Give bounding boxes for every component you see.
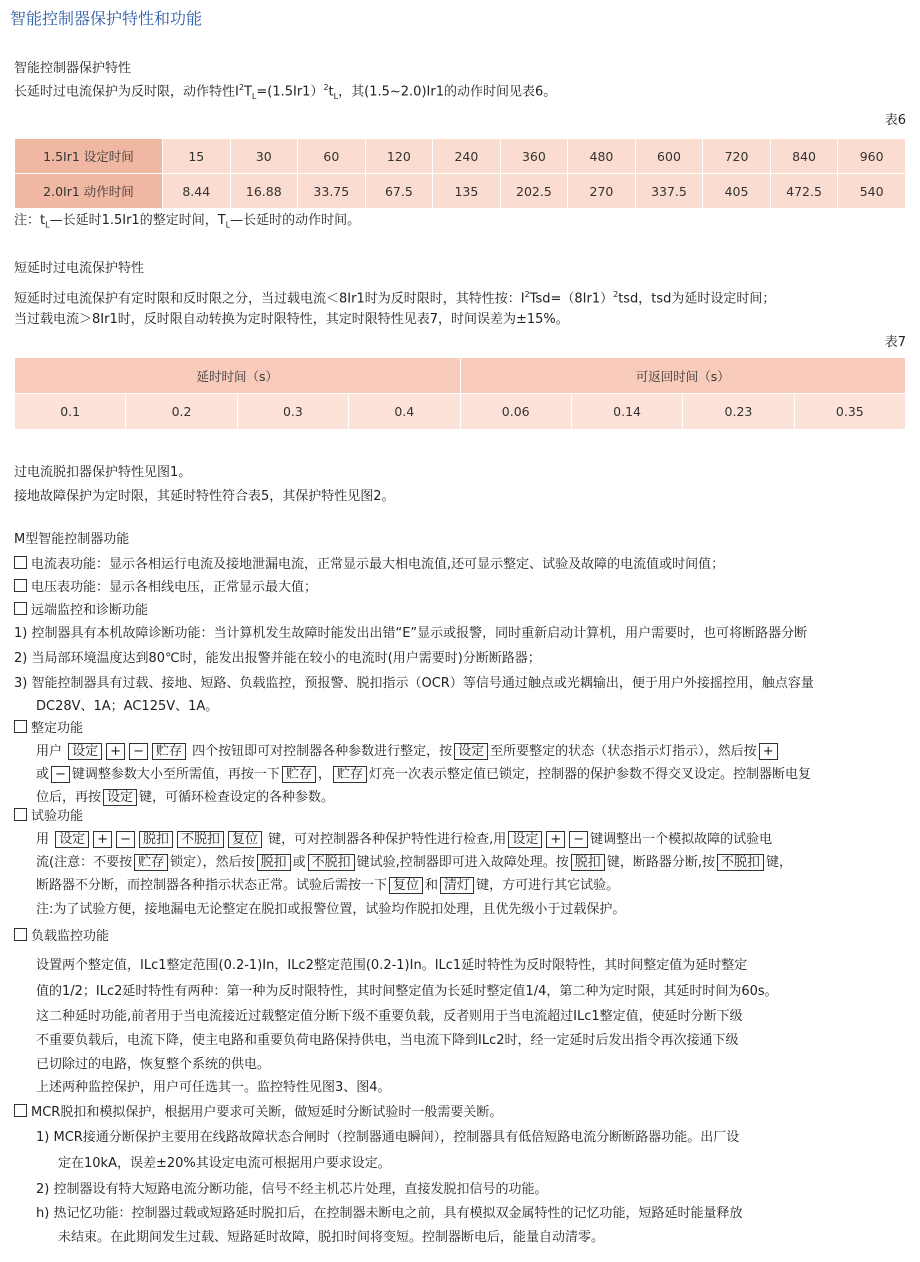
item-remote: [14, 602, 148, 620]
text: 至所要整定的状态（状态指示灯指示），然后按: [490, 744, 757, 759]
table-cell: 360: [500, 139, 568, 174]
setting-line-1: [36, 743, 780, 761]
text: 锁定），然后按: [170, 855, 255, 870]
overcurrent-note: 过电流脱扣器保护特性见图1。: [14, 465, 192, 480]
text: 流(注意：不要按: [36, 855, 133, 870]
table-row: [15, 358, 906, 394]
table-cell: 720: [703, 139, 771, 174]
checkbox-icon: [14, 720, 27, 733]
setting-line-2: [36, 766, 811, 784]
text: 键调整出一个模拟故障的试验电: [590, 832, 773, 847]
key-set: 设定: [68, 743, 102, 760]
superscript: 2: [524, 290, 530, 299]
key-reset: 复位: [389, 877, 423, 894]
key-store: 贮存: [333, 766, 367, 783]
section-heading-short-delay: 短延时过电流保护特性: [14, 261, 145, 276]
mcr-point-3: h) 热记忆功能：控制器过载或短路延时脱扣后，在控制器未断电之前，具有模拟双金属特性的记忆功能，短路延时能量释放: [36, 1206, 743, 1221]
key-set: 设定: [103, 789, 137, 806]
short-delay-description-2: 当过载电流＞8Ir1时，反时限自动转换为定时限特性，其定时限特性见表7，时间误差为±15%。: [14, 312, 569, 327]
table-cell: 120: [365, 139, 433, 174]
row-header-action-time: 2.0Ir1 动作时间: [15, 174, 163, 209]
table-cell: 8.44: [163, 174, 231, 209]
table-cell: 33.75: [298, 174, 366, 209]
mcr-point-2: 2) 控制器设有特大短路电流分断功能，信号不经主机芯片处理，直接发脱扣信号的功能。: [36, 1182, 548, 1197]
test-line-1: [36, 831, 772, 849]
load-monitor-line-4: 不重要负载后，电流下降，使主电路和重要负荷电路保持供电，当电流下降到ILc2时，经一定延时后发出指令再次接通下级: [36, 1033, 739, 1048]
text: ，: [317, 767, 331, 782]
section-heading-long-delay: 智能控制器保护特性: [14, 61, 132, 76]
load-monitor-line-6: 上述两种监控保护，用户可任选其一。监控特性见图3、图4。: [36, 1080, 391, 1095]
key-set: 设定: [55, 831, 89, 848]
key-store: 贮存: [152, 743, 186, 760]
text: 键，可对控制器各种保护特性进行检查,用: [268, 832, 507, 847]
remote-point-3-cont: DC28V、1A；AC125V、1A。: [36, 699, 219, 714]
load-monitor-line-2: 值的1/2；ILc2延时特性有两种：第一种为反时限特性，其时间整定值为长延时整定值1/4，第二种为定时限，其延时时间为60s。: [36, 984, 778, 999]
text: 灯亮一次表示整定值已锁定，控制器的保护参数不得交叉设定。控制器断电复: [368, 767, 811, 782]
text: 键，: [765, 855, 792, 870]
table-row: [15, 139, 906, 174]
subscript: L: [251, 91, 257, 101]
text: 用: [36, 832, 50, 847]
header-delay-time: 延时时间（s）: [15, 358, 461, 394]
checkbox-icon: [14, 579, 27, 592]
table-cell: 840: [770, 139, 838, 174]
superscript: 2: [323, 83, 329, 92]
page-title: 智能控制器保护特性和功能: [10, 9, 203, 28]
text: 位后，再按: [36, 790, 102, 805]
ground-fault-note: 接地故障保护为定时限，其延时特性符合表5，其保护特性见图2。: [14, 489, 395, 504]
key-minus: −: [51, 766, 70, 783]
subscript: L: [45, 220, 50, 230]
table7-label: 表7: [884, 335, 906, 350]
text: t: [328, 84, 334, 100]
text: —长延时的动作时间。: [230, 213, 361, 228]
checkbox-icon: [14, 1104, 27, 1117]
table-cell: 472.5: [770, 174, 838, 209]
key-no-trip: 不脱扣: [308, 854, 355, 871]
text: —长延时1.5Ir1的整定时间，T: [49, 213, 226, 228]
text: tsd，tsd为延时设定时间；: [618, 291, 776, 307]
load-monitor-line-3: 这二种延时功能,前者用于当电流接近过载整定值分断下级不重要负载，反者则用于当电流超过ILc1整定值，使延时分断下级: [36, 1009, 743, 1024]
key-reset: 复位: [228, 831, 262, 848]
table-6: [14, 138, 906, 209]
short-delay-description-1: [14, 286, 775, 308]
text: 电流表功能：显示各相运行电流及接地泄漏电流，正常显示最大相电流值,还可显示整定、试验及故障的电流值或时间值；: [31, 557, 725, 572]
test-line-3: [36, 877, 619, 895]
text: 键，断路器分断,按: [606, 855, 715, 870]
table-cell: 202.5: [500, 174, 568, 209]
table-7: [14, 357, 906, 430]
table-row: [15, 394, 906, 430]
section-heading-m-functions: M型智能控制器功能: [14, 532, 130, 547]
text: 整定功能: [31, 721, 84, 736]
key-no-trip: 不脱扣: [177, 831, 224, 848]
item-mcr: [14, 1104, 502, 1122]
item-load-monitor: [14, 928, 109, 946]
text: 断路器不分断，而控制器各种指示状态正常。试验后需按一下: [36, 878, 388, 893]
remote-point-1: 1) 控制器具有本机故障诊断功能：当计算机发生故障时能发出出错“E”显示或报警，同时重新启动计算机，用户需要时，也可将断路器分断: [14, 626, 808, 641]
table-cell: 0.1: [15, 394, 126, 430]
text: 键试验,控制器即可进入故障处理。按: [356, 855, 569, 870]
table-cell: 0.35: [794, 394, 905, 430]
key-plus: +: [546, 831, 565, 848]
load-monitor-line-5: 已切除过的电路，恢复整个系统的供电。: [36, 1057, 271, 1072]
text: 或: [36, 767, 50, 782]
table-cell: 0.06: [460, 394, 571, 430]
checkbox-icon: [14, 928, 27, 941]
table-row: [15, 174, 906, 209]
text: 长延时过电流保护为反时限，动作特性I: [14, 84, 239, 100]
table-cell: 480: [568, 139, 636, 174]
table-cell: 960: [838, 139, 906, 174]
checkbox-icon: [14, 556, 27, 569]
table-cell: 270: [568, 174, 636, 209]
key-minus: −: [569, 831, 588, 848]
text: 试验功能: [31, 809, 84, 824]
setting-line-3: [36, 789, 334, 807]
test-line-2: [36, 854, 792, 872]
item-test: [14, 808, 83, 826]
key-plus: +: [759, 743, 778, 760]
text: 用户: [36, 744, 63, 759]
test-note: 注:为了试验方便，接地漏电无论整定在脱扣或报警位置，试验均作脱扣处理，且优先级小于过载保护。: [36, 902, 626, 917]
text: 和: [425, 878, 439, 893]
text: T: [243, 84, 252, 100]
text: 四个按钮即可对控制器各种参数进行整定，按: [192, 744, 453, 759]
key-plus: +: [106, 743, 125, 760]
text: 远端监控和诊断功能: [31, 603, 149, 618]
subscript: L: [333, 91, 339, 101]
key-set: 设定: [508, 831, 542, 848]
item-voltmeter: [14, 579, 317, 597]
row-header-set-time: 1.5Ir1 设定时间: [15, 139, 163, 174]
checkbox-icon: [14, 808, 27, 821]
table-cell: 0.14: [571, 394, 682, 430]
text: MCR脱扣和模拟保护，根据用户要求可关断，做短延时分断试验时一般需要关断。: [31, 1105, 503, 1120]
table-cell: 67.5: [365, 174, 433, 209]
table-cell: 240: [433, 139, 501, 174]
text: =(1.5Ir1）: [256, 84, 324, 100]
key-trip: 脱扣: [571, 854, 605, 871]
table-cell: 600: [635, 139, 703, 174]
table-cell: 0.2: [126, 394, 237, 430]
key-minus: −: [129, 743, 148, 760]
key-clear-light: 清灯: [440, 877, 474, 894]
key-trip: 脱扣: [257, 854, 291, 871]
table-cell: 337.5: [635, 174, 703, 209]
table6-note: [14, 212, 360, 235]
long-delay-description: [14, 79, 556, 106]
text: 或: [292, 855, 306, 870]
key-set: 设定: [454, 743, 488, 760]
table-cell: 0.4: [349, 394, 460, 430]
text: Tsd=（8Ir1）: [529, 291, 614, 307]
key-no-trip: 不脱扣: [717, 854, 764, 871]
key-plus: +: [93, 831, 112, 848]
mcr-point-1: 1) MCR接通分断保护主要用在线路故障状态合闸时（控制器通电瞬间），控制器具有低倍短路电流分断断路器功能。出厂设: [36, 1130, 740, 1145]
header-return-time: 可返回时间（s）: [460, 358, 906, 394]
superscript: 2: [238, 83, 244, 92]
item-ammeter: [14, 556, 724, 574]
checkbox-icon: [14, 602, 27, 615]
table-cell: 405: [703, 174, 771, 209]
table-cell: 30: [230, 139, 298, 174]
text: 键，可循环检查设定的各种参数。: [139, 790, 335, 805]
text: 注：t: [14, 213, 46, 228]
table-cell: 0.23: [683, 394, 794, 430]
superscript: 2: [613, 290, 619, 299]
table-cell: 60: [298, 139, 366, 174]
table-cell: 135: [433, 174, 501, 209]
table-cell: 540: [838, 174, 906, 209]
text: ，其(1.5~2.0)Ir1的动作时间见表6。: [338, 84, 557, 100]
table-cell: 15: [163, 139, 231, 174]
text: 键，方可进行其它试验。: [476, 878, 620, 893]
table-cell: 0.3: [237, 394, 348, 430]
text: 电压表功能：显示各相线电压，正常显示最大值；: [31, 580, 318, 595]
subscript: L: [225, 220, 231, 230]
table6-label: 表6: [884, 113, 906, 128]
key-trip: 脱扣: [139, 831, 173, 848]
remote-point-3: 3) 智能控制器具有过载、接地、短路、负载监控，预报警、脱扣指示（OCR）等信号通过触点或光耦输出，便于用户外接摇控用，触点容量: [14, 676, 814, 691]
key-store: 贮存: [282, 766, 316, 783]
key-store: 贮存: [134, 854, 168, 871]
load-monitor-line-1: 设置两个整定值，ILc1整定范围(0.2-1)In，ILc2整定范围(0.2-1)In。ILc1延时特性为反时限特性，其时间整定值为延时整定: [36, 958, 748, 973]
item-setting: [14, 720, 83, 738]
table-cell: 16.88: [230, 174, 298, 209]
remote-point-2: 2) 当局部环境温度达到80℃时，能发出报警并能在较小的电流时(用户需要时)分断断路器；: [14, 651, 541, 666]
text: 负载监控功能: [31, 929, 110, 944]
text: 键调整参数大小至所需值，再按一下: [71, 767, 280, 782]
text: 短延时过电流保护有定时限和反时限之分，当过载电流＜8Ir1时为反时限时，其特性按：I: [14, 291, 525, 307]
mcr-point-3-cont: 未结束。在此期间发生过载、短路延时故障，脱扣时间将变短。控制器断电后，能量自动清零。: [58, 1230, 605, 1245]
mcr-point-1-cont: 定在10kA，误差±20%其设定电流可根据用户要求设定。: [58, 1156, 391, 1171]
key-minus: −: [116, 831, 135, 848]
